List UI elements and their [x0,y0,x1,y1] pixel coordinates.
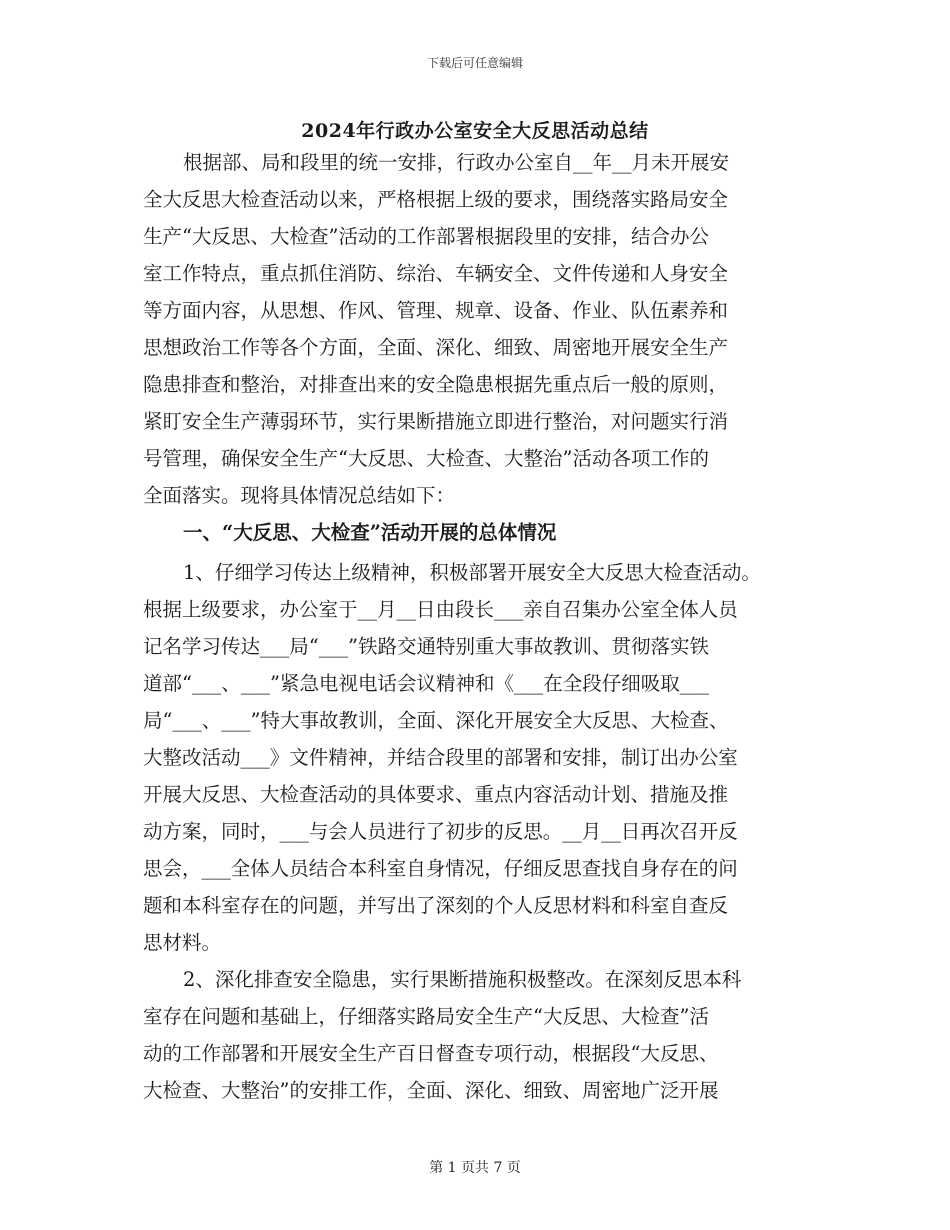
header-note: 下载后可任意编辑 [426,56,523,70]
body-line: 2、深化排查安全隐患，实行果断措施积极整改。在深刻反思本科 [183,968,742,991]
body-line: 动方案，同时，___与会人员进行了初步的反思。__月__日再次召开反 [143,820,738,843]
body-line: 隐患排查和整治，对排查出来的安全隐患根据先重点后一般的原则， [143,373,729,396]
page-footer: 第 1 页共 7 页 [429,1160,521,1176]
body-line: 全面落实。现将具体情况总结如下： [143,484,456,507]
body-line: 开展大反思、大检查活动的具体要求、重点内容活动计划、措施及推 [143,783,729,806]
body-line: 根据部、局和段里的统一安排，行政办公室自__年__月未开展安 [183,151,730,174]
body-line: 号管理，确保安全生产“大反思、大检查、大整治”活动各项工作的 [143,447,709,470]
body-line: 道部“___、___”紧急电视电话会议精神和《___在全段仔细吸取___ [143,672,709,695]
body-line: 大整改活动___》文件精神，并结合段里的部署和安排，制订出办公室 [143,746,738,769]
body-line: 生产“大反思、大检查”活动的工作部署根据段里的安排，结合办公 [143,225,709,248]
body-line: 等方面内容，从思想、作风、管理、规章、设备、作业、队伍素养和 [143,299,729,322]
body-line: 室存在问题和基础上，仔细落实路局安全生产“大反思、大检查”活 [143,1005,709,1028]
body-line: 动的工作部署和开展安全生产百日督查专项行动，根据段“大反思、 [143,1042,719,1065]
body-line: 室工作特点，重点抓住消防、综治、车辆安全、文件传递和人身安全 [143,262,729,285]
body-line: 思材料。 [143,931,222,954]
body-line: 记名学习传达___局“___”铁路交通特别重大事故教训、贯彻落实铁 [143,635,709,658]
body-line: 题和本科室存在的问题，并写出了深刻的个人反思材料和科室自查反 [143,894,729,917]
document-title: 2024年行政办公室安全大反思活动总结 [301,120,649,142]
body-line: 紧盯安全生产薄弱环节，实行果断措施立即进行整治，对问题实行消 [143,410,729,433]
body-line: 全大反思大检查活动以来，严格根据上级的要求，围绕落实路局安全 [143,188,729,211]
body-line: 思想政治工作等各个方面，全面、深化、细致、周密地开展安全生产 [143,336,729,359]
body-line: 1、仔细学习传达上级精神，积极部署开展安全大反思大检查活动。 [183,561,761,584]
body-line: 根据上级要求，办公室于__月__日由段长___亲自召集办公室全体人员 [143,598,738,621]
body-line: 大检查、大整治”的安排工作，全面、深化、细致、周密地广泛开展 [143,1079,719,1102]
body-line: 局“___、___”特大事故教训，全面、深化开展安全大反思、大检查、 [143,709,729,732]
section-heading: 一、“大反思、大检查”活动开展的总体情况 [183,521,557,544]
body-line: 思会，___全体人员结合本科室自身情况，仔细反思查找自身存在的问 [143,857,738,880]
